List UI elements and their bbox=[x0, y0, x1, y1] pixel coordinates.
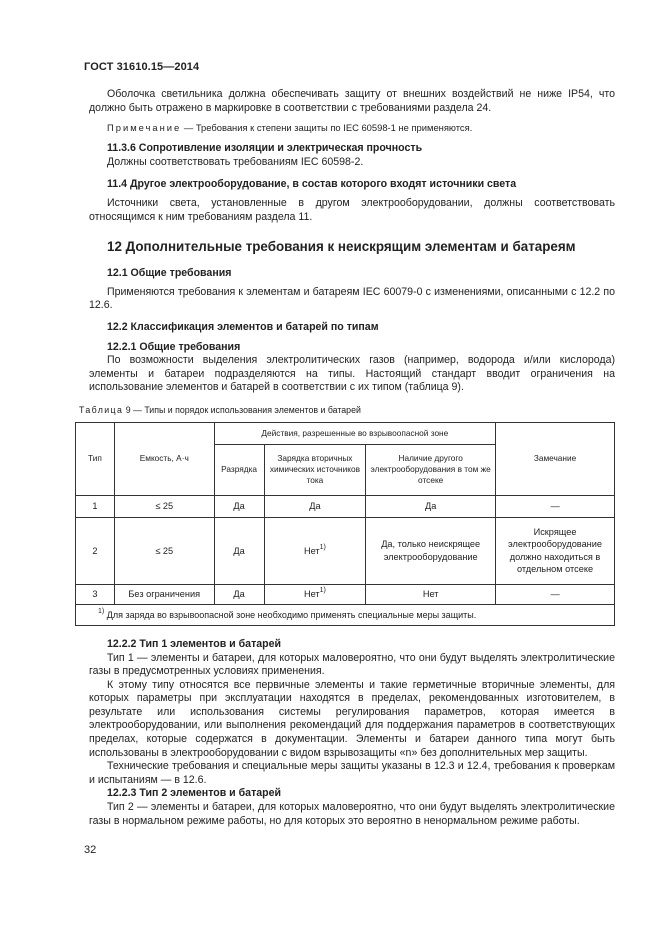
cell-charge-text: Нет bbox=[303, 545, 320, 556]
table-caption-text: 9 — Типы и порядок использования элементов и батарей bbox=[123, 404, 361, 415]
document-header: ГОСТ 31610.15—2014 bbox=[84, 61, 200, 73]
table-caption-label: Таблица bbox=[79, 404, 124, 415]
cell-discharge: Да bbox=[214, 584, 264, 604]
paragraph-12-2-3: Тип 2 — элементы и батареи, для которых маловероятно, что они будут выделять электролитические газы в нормальном режиме работы, но для которых это вероятно в ненормальном режиме работы. bbox=[89, 801, 615, 827]
note bbox=[89, 121, 615, 134]
table-row bbox=[76, 495, 615, 517]
cell-discharge: Да bbox=[214, 495, 264, 517]
col-actions: Действия, разрешенные во взрывоопасной зоне bbox=[214, 422, 495, 444]
col-other: Наличие другого электрооборудования в том же отсеке bbox=[366, 444, 496, 495]
cell-charge-text: Нет bbox=[303, 589, 320, 600]
page-number: 32 bbox=[84, 844, 97, 856]
col-discharge: Разрядка bbox=[214, 444, 264, 495]
heading-12-2-1: 12.2.1 Общие требования bbox=[107, 340, 241, 353]
heading-12-2: 12.2 Классификация элементов и батарей по типам bbox=[107, 320, 379, 333]
note-text: — Требования к степени защиты по IEC 60598-1 не применяются. bbox=[181, 122, 473, 134]
cell-charge-footnote-ref: 1) bbox=[319, 543, 326, 551]
cell-remark: — bbox=[496, 495, 615, 517]
cell-discharge: Да bbox=[214, 517, 264, 584]
page-content bbox=[79, 88, 615, 828]
paragraph-12-2-2-a: Тип 1 — элементы и батареи, для которых маловероятно, что они будут выделять электролитические газы в предусмотренных условиях применения. bbox=[89, 651, 615, 678]
cell-type: 1 bbox=[76, 495, 115, 517]
heading-12-1: 12.1 Общие требования bbox=[107, 267, 232, 280]
table-header-row bbox=[76, 422, 615, 444]
paragraph-12-1: Применяются требования к элементам и батареям IEC 60079-0 с изменениями, описанными с 12.2 по 12.6. bbox=[89, 285, 615, 312]
col-remark: Замечание bbox=[496, 422, 615, 495]
col-charge: Зарядка вторичных химических источников тока bbox=[264, 444, 366, 495]
paragraph-11-4: Источники света, установленные в другом электрооборудовании, должны соответствовать относящимся к ним требованиям раздела 11. bbox=[89, 196, 615, 223]
note-label: Примечание bbox=[107, 122, 182, 134]
cell-type: 3 bbox=[76, 584, 115, 604]
table-caption bbox=[79, 404, 615, 416]
paragraph-12-2-2-c: Технические требования и специальные меры защиты указаны в 12.3 и 12.4, требования к проверкам и испытаниям — в 12.6. bbox=[89, 760, 615, 786]
cell-remark: — bbox=[496, 584, 615, 604]
table-footnote bbox=[76, 604, 615, 625]
cell-charge-text: Да bbox=[309, 501, 321, 512]
cell-remark: Искрящее электрооборудование должно находиться в отдельном отсеке bbox=[496, 517, 615, 584]
col-capacity: Емкость, А·ч bbox=[114, 422, 214, 495]
cells-table bbox=[75, 422, 615, 626]
cell-other: Нет bbox=[366, 584, 496, 604]
cell-other: Да bbox=[366, 495, 496, 517]
footnote-text: Для заряда во взрывоопасной зоне необходимо применять специальные меры защиты. bbox=[104, 609, 477, 620]
table-row bbox=[76, 584, 615, 604]
paragraph-12-2-2-b: К этому типу относятся все первичные элементы и такие герметичные вторичные элементы, для которых параметры при эксплуатации находятся в пределах, рекомендованных изготовителем, в результате или использования системы регулирования параметров, которая имеется в электрооборудовании, или выполнения рекомендаций для поддержания параметров в соответствующих пределах, которые содержатся в документации. Элементы и батареи данного типа могут быть использованы в электрооборудовании с видом взрывозащиты «n» без дополнительных мер защиты. bbox=[89, 678, 615, 759]
cell-charge bbox=[264, 584, 366, 604]
cell-capacity: Без ограничения bbox=[114, 584, 214, 604]
paragraph-11-3-6: Должны соответствовать требованиям IEC 60598-2. bbox=[107, 155, 364, 168]
table-row bbox=[76, 517, 615, 584]
heading-11-4: 11.4 Другое электрооборудование, в состав которого входят источники света bbox=[107, 178, 517, 191]
footnote-mark: 1) bbox=[98, 607, 105, 615]
cell-type: 2 bbox=[76, 517, 115, 584]
cell-other: Да, только неискрящее электрооборудование bbox=[366, 517, 496, 584]
heading-12-2-2: 12.2.2 Тип 1 элементов и батарей bbox=[107, 637, 282, 650]
paragraph-12-2-1: По возможности выделения электролитических газов (например, водорода и/или кислорода) элементы и батареи подразделяются на типы. Настоящий стандарт вводит ограничения на использование элементов и батарей в соответствии с их типом (таблица 9). bbox=[89, 354, 615, 394]
cell-charge-footnote-ref: 1) bbox=[319, 587, 326, 595]
cell-charge bbox=[264, 517, 366, 584]
cell-charge bbox=[264, 495, 366, 517]
paragraph-ip54: Оболочка светильника должна обеспечивать защиту от внешних воздействий не ниже IP54, что должно быть отражено в маркировке в соответствии с требованиями раздела 24. bbox=[89, 88, 615, 114]
table-footnote-row bbox=[76, 604, 615, 625]
heading-section-12: 12 Дополнительные требования к неискрящим элементам и батареям bbox=[107, 239, 576, 255]
cell-capacity: ≤ 25 bbox=[114, 495, 214, 517]
col-type: Тип bbox=[76, 422, 115, 495]
cell-capacity: ≤ 25 bbox=[114, 517, 214, 584]
heading-12-2-3: 12.2.3 Тип 2 элементов и батарей bbox=[107, 787, 282, 800]
heading-11-3-6: 11.3.6 Сопротивление изоляции и электрическая прочность bbox=[107, 142, 423, 155]
